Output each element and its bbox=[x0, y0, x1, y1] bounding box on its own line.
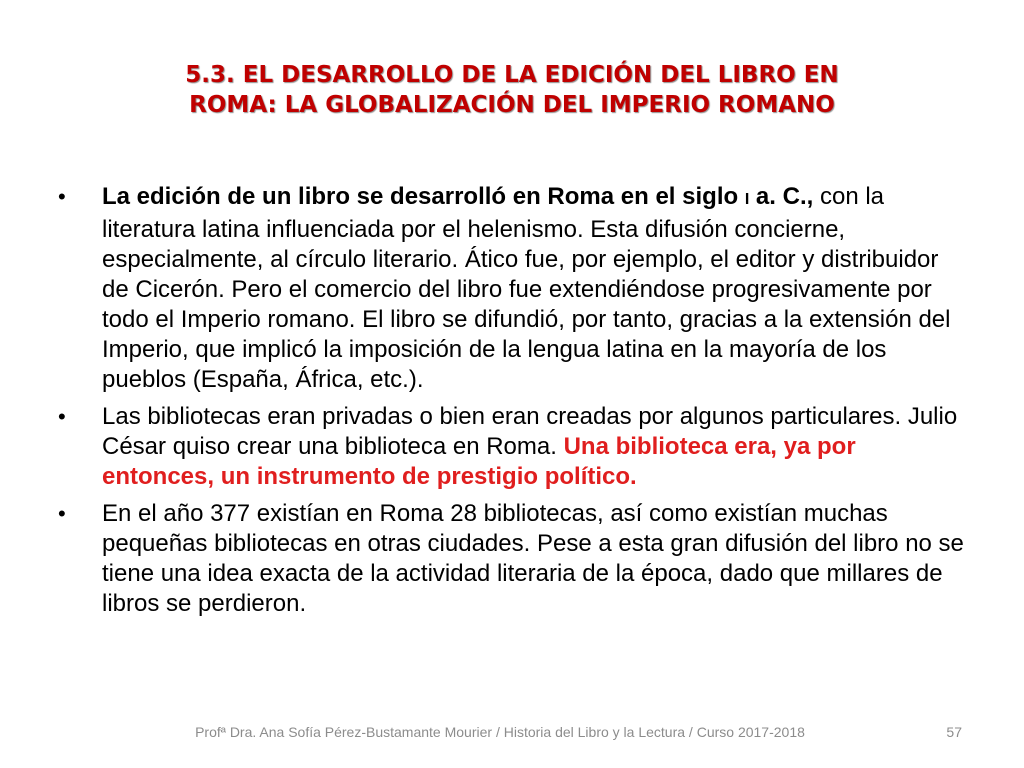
bullet-3-text: En el año 377 existían en Roma 28 bibliotecas, así como existían muchas pequeñas bibliotecas en otras ciudades. Pese a esta gran difusión del libro no se tiene una idea exacta de la actividad literaria de la época, dado que millares de libros se perdieron. bbox=[102, 500, 964, 617]
slide-footer: Profª Dra. Ana Sofía Pérez-Bustamante Mourier / Historia del Libro y la Lectura / Curso 2017-2018 bbox=[195, 724, 805, 740]
bullet-list bbox=[58, 182, 970, 626]
page-number: 57 bbox=[946, 724, 962, 740]
bullet-2-highlight: Una biblioteca era, ya por entonces, un instrumento de prestigio político. bbox=[102, 433, 856, 490]
bullet-1-roman-numeral: I bbox=[744, 191, 750, 208]
bullet-2-text: Las bibliotecas eran privadas o bien eran creadas por algunos particulares. Julio César quiso crear una biblioteca en Roma. bbox=[102, 403, 958, 460]
bullet-1-bold-part-2: a. C., bbox=[749, 183, 814, 210]
bullet-item-1 bbox=[58, 182, 970, 395]
title-line-1: 5.3. EL DESARROLLO DE LA EDICIÓN DEL LIBRO EN bbox=[185, 62, 839, 88]
bullet-1-bold-part-1: La edición de un libro se desarrolló en Roma en el siglo bbox=[102, 183, 745, 210]
bullet-1-text: con la literatura latina influenciada por el helenismo. Esta difusión concierne, especialmente, al círculo literario. Ático fue, por ejemplo, el editor y distribuidor de Cicerón. Pero el comercio del libro fue extendiéndose progresivamente por todo el Imperio romano. El libro se difundió, por tanto, gracias a la extensión del Imperio, que implicó la imposición de la lengua latina en la mayoría de los pueblos (España, África, etc.). bbox=[102, 183, 951, 393]
bullet-item-3 bbox=[58, 499, 970, 619]
bullet-dot-icon: • bbox=[58, 404, 66, 429]
bullet-dot-icon: • bbox=[58, 501, 66, 526]
title-line-2: ROMA: LA GLOBALIZACIÓN DEL IMPERIO ROMANO bbox=[189, 92, 835, 118]
bullet-item-2 bbox=[58, 402, 970, 492]
bullet-dot-icon: • bbox=[58, 184, 66, 209]
slide-title bbox=[60, 60, 964, 120]
